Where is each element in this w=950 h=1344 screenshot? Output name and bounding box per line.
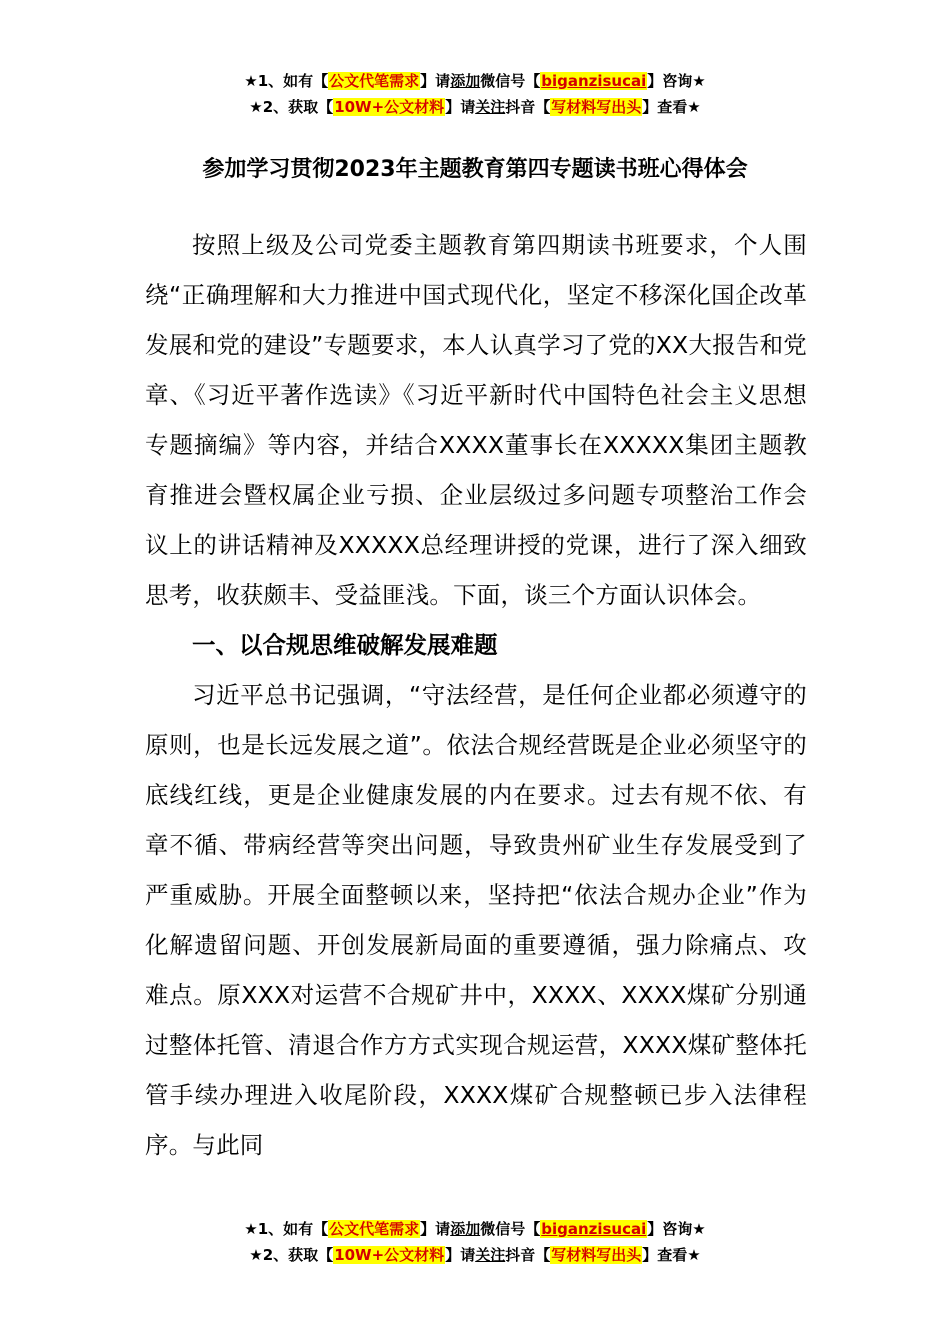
banner-text: ★2、获取【 [249,98,334,116]
banner-highlight: 10W+公文材料 [334,98,445,116]
banner-text: ★1、如有【 [244,72,329,90]
paragraph-intro: 按照上级及公司党委主题教育第四期读书班要求，个人围绕“正确理解和大力推进中国式现代化，坚定不移深化国企改革发展和党的建设”专题要求，本人认真学习了党的XX大报告和党章、《习近平著作选读》《习近平新时代中国特色社会主义思想专题摘编》等内容，并结合XXXX董事长在XXXXX集团主题教育推进会暨权属企业亏损、企业层级过多问题专项整治工作会议上的讲话精神及XXXXX总经理讲授的党课，进行了深入细致思考，收获颇丰、受益匪浅。下面，谈三个方面认识体会。 [145,231,807,609]
banner-highlight: 写材料写出头 [551,1246,642,1264]
banner-highlight: 10W+公文材料 [334,1246,445,1264]
banner-text: ★1、如有【 [244,1220,329,1238]
banner-underline: 添加 [450,72,481,90]
banner-text: 】咨询★ [647,72,706,90]
banner-text: 微信号【 [480,1220,541,1238]
banner-text: 】查看★ [642,98,701,116]
banner-highlight: 公文代笔需求 [329,1220,420,1238]
banner-wechat-id: biganzisucai [541,72,647,90]
banner-underline: 添加 [450,1220,481,1238]
banner-text: 抖音【 [505,98,551,116]
banner-line-2 [0,1242,950,1268]
banner-line-2 [0,94,950,120]
banner-line-1 [0,68,950,94]
banner-text: ★2、获取【 [249,1246,334,1264]
banner-wechat-id: biganzisucai [541,1220,647,1238]
banner-underline: 关注 [475,98,506,116]
banner-text: 】请 [445,98,476,116]
banner-text: 抖音【 [505,1246,551,1264]
banner-text: 】请 [420,1220,451,1238]
banner-highlight: 公文代笔需求 [329,72,420,90]
banner-line-1 [0,1216,950,1242]
banner-text: 】请 [420,72,451,90]
header-banner [0,68,950,120]
document-title: 参加学习贯彻2023年主题教育第四专题读书班心得体会 [202,157,748,182]
banner-underline: 关注 [475,1246,506,1264]
banner-text: 】请 [445,1246,476,1264]
banner-highlight: 写材料写出头 [551,98,642,116]
paragraph-section-1: 习近平总书记强调，“守法经营，是任何企业都必须遵守的原则，也是长远发展之道”。依法合规经营既是企业必须坚守的底线红线，更是企业健康发展的内在要求。过去有规不依、有章不循、带病经营等突出问题，导致贵州矿业生存发展受到了严重威胁。开展全面整顿以来，坚持把“依法合规办企业”作为化解遗留问题、开创发展新局面的重要遵循，强力除痛点、攻难点。原XXX对运营不合规矿井中，XXXX、XXXX煤矿分别通过整体托管、清退合作方方式实现合规运营，XXXX煤矿整体托管手续办理进入收尾阶段，XXXX煤矿合规整顿已步入法律程序。与此同 [145,681,807,1159]
banner-text: 】查看★ [642,1246,701,1264]
banner-text: 微信号【 [480,72,541,90]
banner-text: 】咨询★ [647,1220,706,1238]
footer-banner [0,1216,950,1268]
section-heading-1: 一、以合规思维破解发展难题 [192,631,498,659]
document-body [145,220,807,1170]
